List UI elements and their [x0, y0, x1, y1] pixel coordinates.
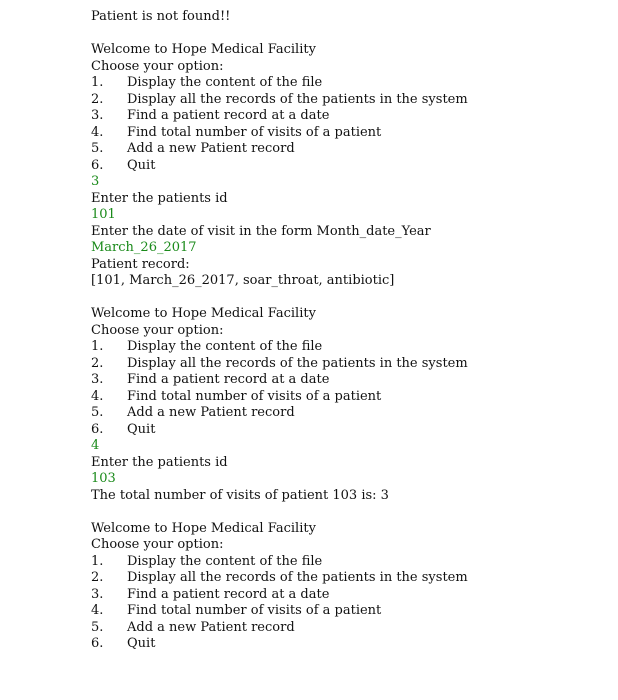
welcome-heading: Welcome to Hope Medical Facility	[91, 520, 316, 536]
menu-item-label: Display the content of the file	[127, 75, 323, 90]
blank-line	[91, 504, 611, 521]
user-choice-input: 4	[91, 438, 100, 453]
menu-item-number: 5.	[91, 405, 104, 420]
menu-item-number: 5.	[91, 619, 104, 635]
menu-item	[91, 570, 611, 587]
menu-item-label: Quit	[127, 636, 156, 651]
menu-item-label: Add a new Patient record	[127, 405, 295, 420]
menu-item-number: 1.	[91, 339, 104, 354]
record-value: [101, March_26_2017, soar_throat, antibiotic]	[91, 273, 395, 288]
menu-item-label: Add a new Patient record	[127, 619, 295, 635]
menu-item-label: Display all the records of the patients in the system	[127, 91, 468, 107]
menu-item-label: Find total number of visits of a patient	[127, 388, 382, 404]
menu-item-label: Quit	[127, 157, 156, 173]
menu-item-label: Display all the records of the patients in the system	[127, 355, 468, 371]
menu-block	[91, 42, 611, 174]
menu-item-number: 4.	[91, 388, 104, 404]
menu-item	[91, 339, 611, 356]
menu-item	[91, 158, 611, 175]
id-prompt: Enter the patients id	[91, 190, 228, 206]
menu-item-label: Find total number of visits of a patient	[127, 603, 382, 618]
menu-item-number: 1.	[91, 553, 104, 569]
menu-item-label: Display the content of the file	[127, 553, 323, 569]
menu-item	[91, 125, 611, 142]
id-prompt: Enter the patients id	[91, 454, 228, 470]
menu-item-number: 2.	[91, 570, 104, 585]
menu-item-number: 1.	[91, 75, 104, 90]
menu-item-number: 3.	[91, 372, 104, 387]
blank-line	[91, 290, 611, 307]
menu-item-label: Quit	[127, 421, 156, 437]
menu-item	[91, 356, 611, 373]
visit-count-result: The total number of visits of patient 103 is: 3	[91, 487, 389, 503]
menu-prompt: Choose your option:	[91, 537, 224, 552]
menu-block	[91, 521, 611, 653]
menu-item-number: 6.	[91, 421, 104, 437]
menu-item-label: Find a patient record at a date	[127, 108, 330, 123]
menu-item	[91, 636, 611, 653]
menu-item-number: 6.	[91, 157, 104, 173]
menu-item-label: Display all the records of the patients in the system	[127, 570, 468, 585]
date-prompt: Enter the date of visit in the form Month_date_Year	[91, 223, 431, 239]
menu-item	[91, 405, 611, 422]
user-id-input: 101	[91, 207, 116, 222]
menu-item-label: Find a patient record at a date	[127, 372, 330, 387]
user-date-input: March_26_2017	[91, 240, 197, 255]
menu-item-label: Add a new Patient record	[127, 141, 295, 156]
blank-line	[91, 26, 611, 43]
menu-item	[91, 389, 611, 406]
status-message: Patient is not found!!	[91, 9, 231, 24]
menu-item	[91, 108, 611, 125]
menu-item-label: Find total number of visits of a patient	[127, 124, 382, 140]
menu-item	[91, 141, 611, 158]
menu-item-number: 5.	[91, 141, 104, 156]
user-choice-input: 3	[91, 174, 100, 189]
menu-item-number: 2.	[91, 91, 104, 107]
menu-item	[91, 603, 611, 620]
menu-prompt: Choose your option:	[91, 322, 224, 338]
menu-item	[91, 422, 611, 439]
menu-item-label: Find a patient record at a date	[127, 586, 330, 602]
menu-item-number: 6.	[91, 636, 104, 651]
menu-prompt: Choose your option:	[91, 58, 224, 74]
menu-item	[91, 92, 611, 109]
menu-item-number: 4.	[91, 603, 104, 618]
menu-item-label: Display the content of the file	[127, 339, 323, 354]
menu-item-number: 3.	[91, 108, 104, 123]
menu-item	[91, 372, 611, 389]
user-id-input: 103	[91, 471, 116, 486]
menu-block	[91, 306, 611, 438]
welcome-heading: Welcome to Hope Medical Facility	[91, 42, 316, 57]
menu-item-number: 2.	[91, 355, 104, 371]
menu-item	[91, 620, 611, 637]
menu-item-number: 3.	[91, 586, 104, 602]
menu-item-number: 4.	[91, 124, 104, 140]
menu-item	[91, 554, 611, 571]
welcome-heading: Welcome to Hope Medical Facility	[91, 306, 316, 321]
record-label: Patient record:	[91, 256, 190, 272]
menu-item	[91, 75, 611, 92]
console-output	[91, 9, 611, 653]
menu-item	[91, 587, 611, 604]
